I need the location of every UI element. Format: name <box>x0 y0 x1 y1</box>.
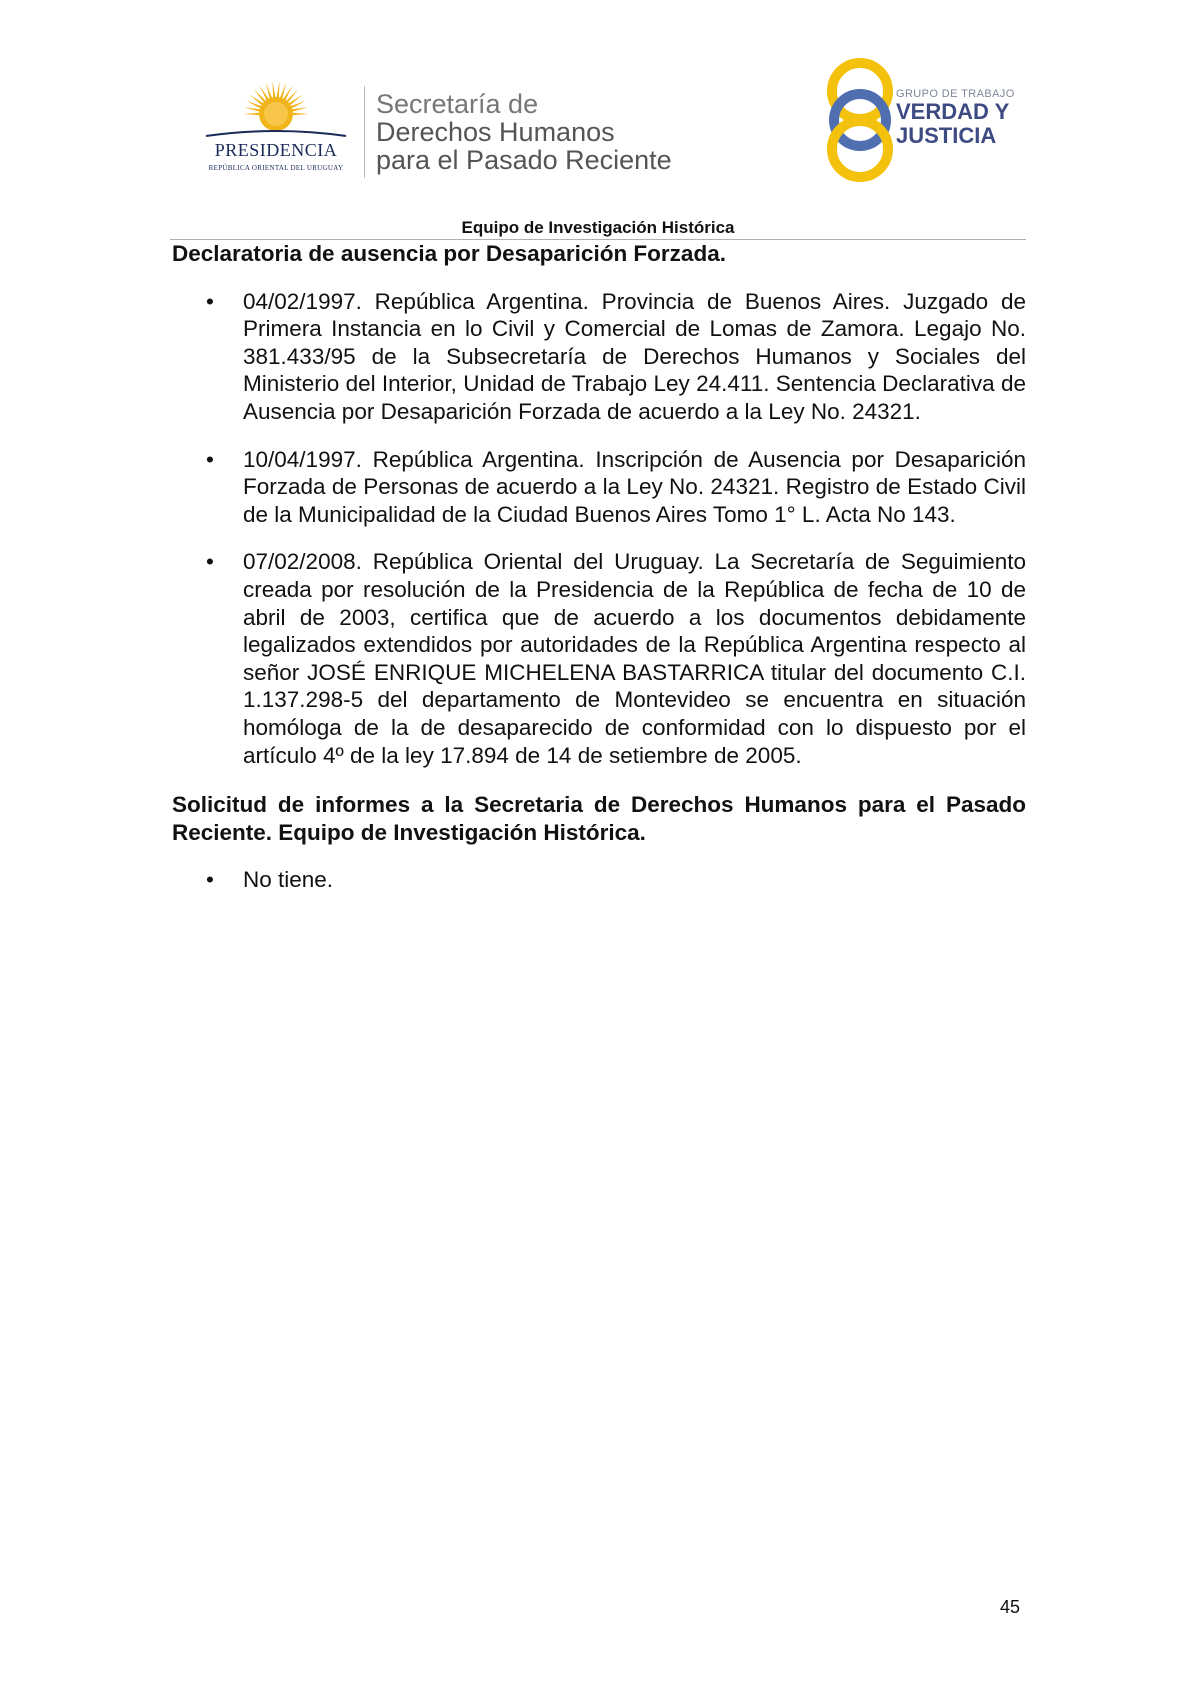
verdad-justicia-text <box>896 88 1015 148</box>
list-item-text: 07/02/2008. República Oriental del Uruguay. La Secretaría de Seguimiento creada por resolución de la Presidencia de la República de fecha de 10 de abril de 2003, certifica que de acuerdo a los documentos debidamente legalizados extendidos por autoridades de la República Argentina respecto al señor JOSÉ ENRIQUE MICHELENA BASTARRICA titular del documento C.I. 1.137.298-5 del departamento de Montevideo se encuentra en situación homóloga de la de desaparecido de conformidad con lo dispuesto por el artículo 4º de la ley 17.894 de 14 de setiembre de 2005. <box>243 549 1026 768</box>
bullet-icon: • <box>206 549 214 575</box>
vyj-small-label: GRUPO DE TRABAJO <box>896 88 1015 100</box>
vyj-line-2: JUSTICIA <box>896 123 997 148</box>
secretaria-logo-text <box>376 90 672 174</box>
list-item <box>172 548 1026 769</box>
bullet-icon: • <box>206 288 214 314</box>
list-item-text: 10/04/1997. República Argentina. Inscripción de Ausencia por Desaparición Forzada de Personas de acuerdo a la Ley No. 24321. Registro de Estado Civil de la Municipalidad de la Ciudad Buenos Aires Tomo 1° L. Acta No 143. <box>243 446 1026 527</box>
bullet-icon: • <box>206 446 214 472</box>
list-item-text: 04/02/1997. República Argentina. Provincia de Buenos Aires. Juzgado de Primera Instancia en lo Civil y Comercial de Lomas de Zamora. Legajo No. 381.433/95 de la Subsecretaría de Derechos Humanos y Sociales del Ministerio del Interior, Unidad de Trabajo Ley 24.411. Sentencia Declarativa de Ausencia por Desaparición Forzada de acuerdo a la Ley No. 24321. <box>243 288 1026 424</box>
secretaria-line-3: para el Pasado Reciente <box>376 145 672 175</box>
list-item <box>172 446 1026 529</box>
presidencia-subtitle: REPÚBLICA ORIENTAL DEL URUGUAY <box>208 164 344 172</box>
secretaria-line-1: Secretaría de <box>376 89 539 119</box>
section-heading-declaratoria: Declaratoria de ausencia por Desaparición Forzada. <box>172 241 726 266</box>
vyj-line-1: VERDAD Y <box>896 99 1010 124</box>
page-header <box>0 0 1190 200</box>
presidencia-name: PRESIDENCIA <box>214 140 338 160</box>
verdad-justicia-rings-icon <box>820 56 900 184</box>
running-head: Equipo de Investigación Histórica <box>461 218 735 237</box>
list-item-text: No tiene. <box>243 867 334 893</box>
list-item <box>172 288 1026 426</box>
secretaria-line-2: Derechos Humanos <box>376 117 615 147</box>
sun-emblem-icon <box>196 80 356 142</box>
list-item <box>172 866 1026 894</box>
declaratoria-list <box>172 288 1026 770</box>
presidencia-logo <box>196 80 356 180</box>
bullet-icon: • <box>206 867 214 893</box>
page-number: 45 <box>1000 1597 1021 1617</box>
solicitud-list <box>172 866 1026 894</box>
header-divider <box>364 86 365 178</box>
section-heading-solicitud: Solicitud de informes a la Secretaria de Derechos Humanos para el Pasado Reciente. Equipo de Investigación Histórica. <box>172 792 1026 845</box>
document-body <box>172 240 1026 894</box>
